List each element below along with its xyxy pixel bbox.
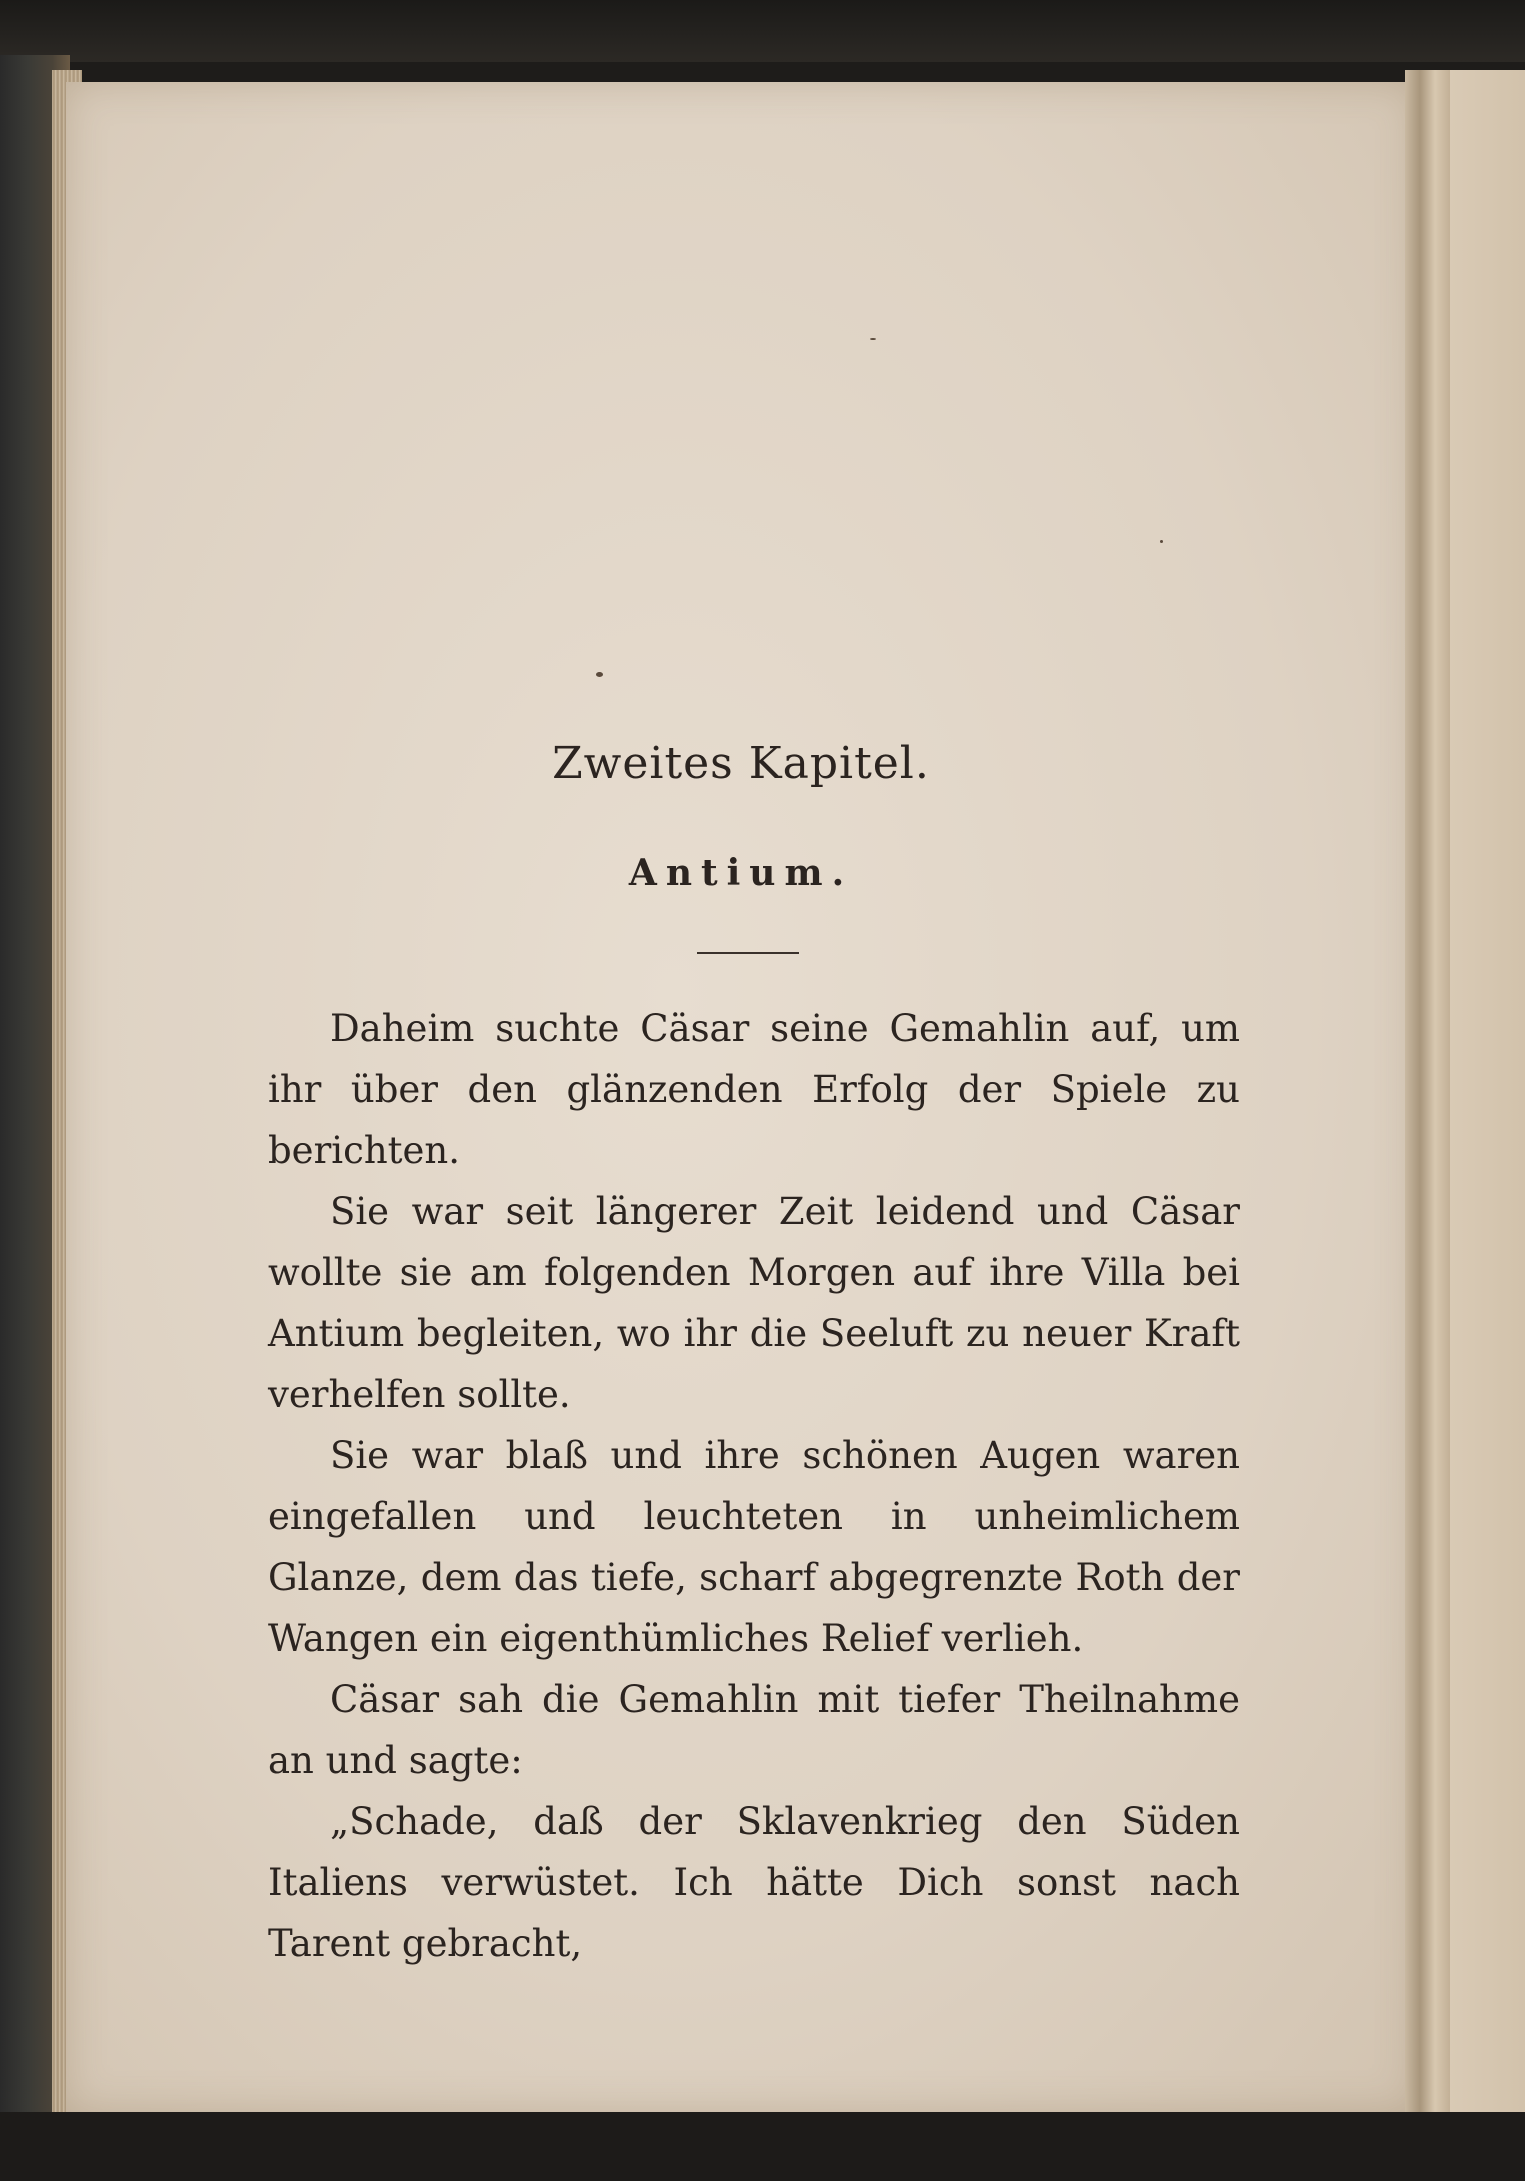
paper-speck: [596, 672, 603, 677]
paragraph: Sie war blaß und ihre schönen Augen waren eingefallen und leuchteten in unheimlichem Glanze, dem das tiefe, scharf abgegrenzte Roth der Wangen ein eigenthümliches Relief verlieh.: [268, 1434, 1240, 1660]
paragraph: Cäsar sah die Gemahlin mit tiefer Theilnahme an und sagte:: [268, 1678, 1240, 1782]
paragraph: Sie war seit längerer Zeit leidend und Cäsar wollte sie am folgenden Morgen auf ihre Villa bei Antium begleiten, wo ihr die Seeluft zu neuer Kraft verhelfen sollte.: [268, 1190, 1240, 1416]
chapter-subtitle: Antium.: [628, 852, 854, 894]
paper-speck: [870, 338, 876, 340]
scanner-background-bottom: [0, 2112, 1525, 2181]
paper-speck: [1160, 540, 1163, 543]
book-gutter: [1405, 70, 1455, 2130]
chapter-title: Zweites Kapitel.: [552, 738, 930, 789]
paragraph: Daheim suchte Cäsar seine Gemahlin auf, um ihr über den glänzenden Erfolg der Spiele zu berichten.: [268, 1007, 1240, 1172]
paragraph: „Schade, daß der Sklavenkrieg den Süden Italiens verwüstet. Ich hätte Dich sonst nach Tarent gebracht,: [268, 1800, 1240, 1965]
facing-page-edge: [1450, 70, 1525, 2130]
chapter-body: [268, 998, 1240, 1974]
scanner-background-top: [0, 0, 1525, 62]
title-divider: [697, 952, 799, 954]
